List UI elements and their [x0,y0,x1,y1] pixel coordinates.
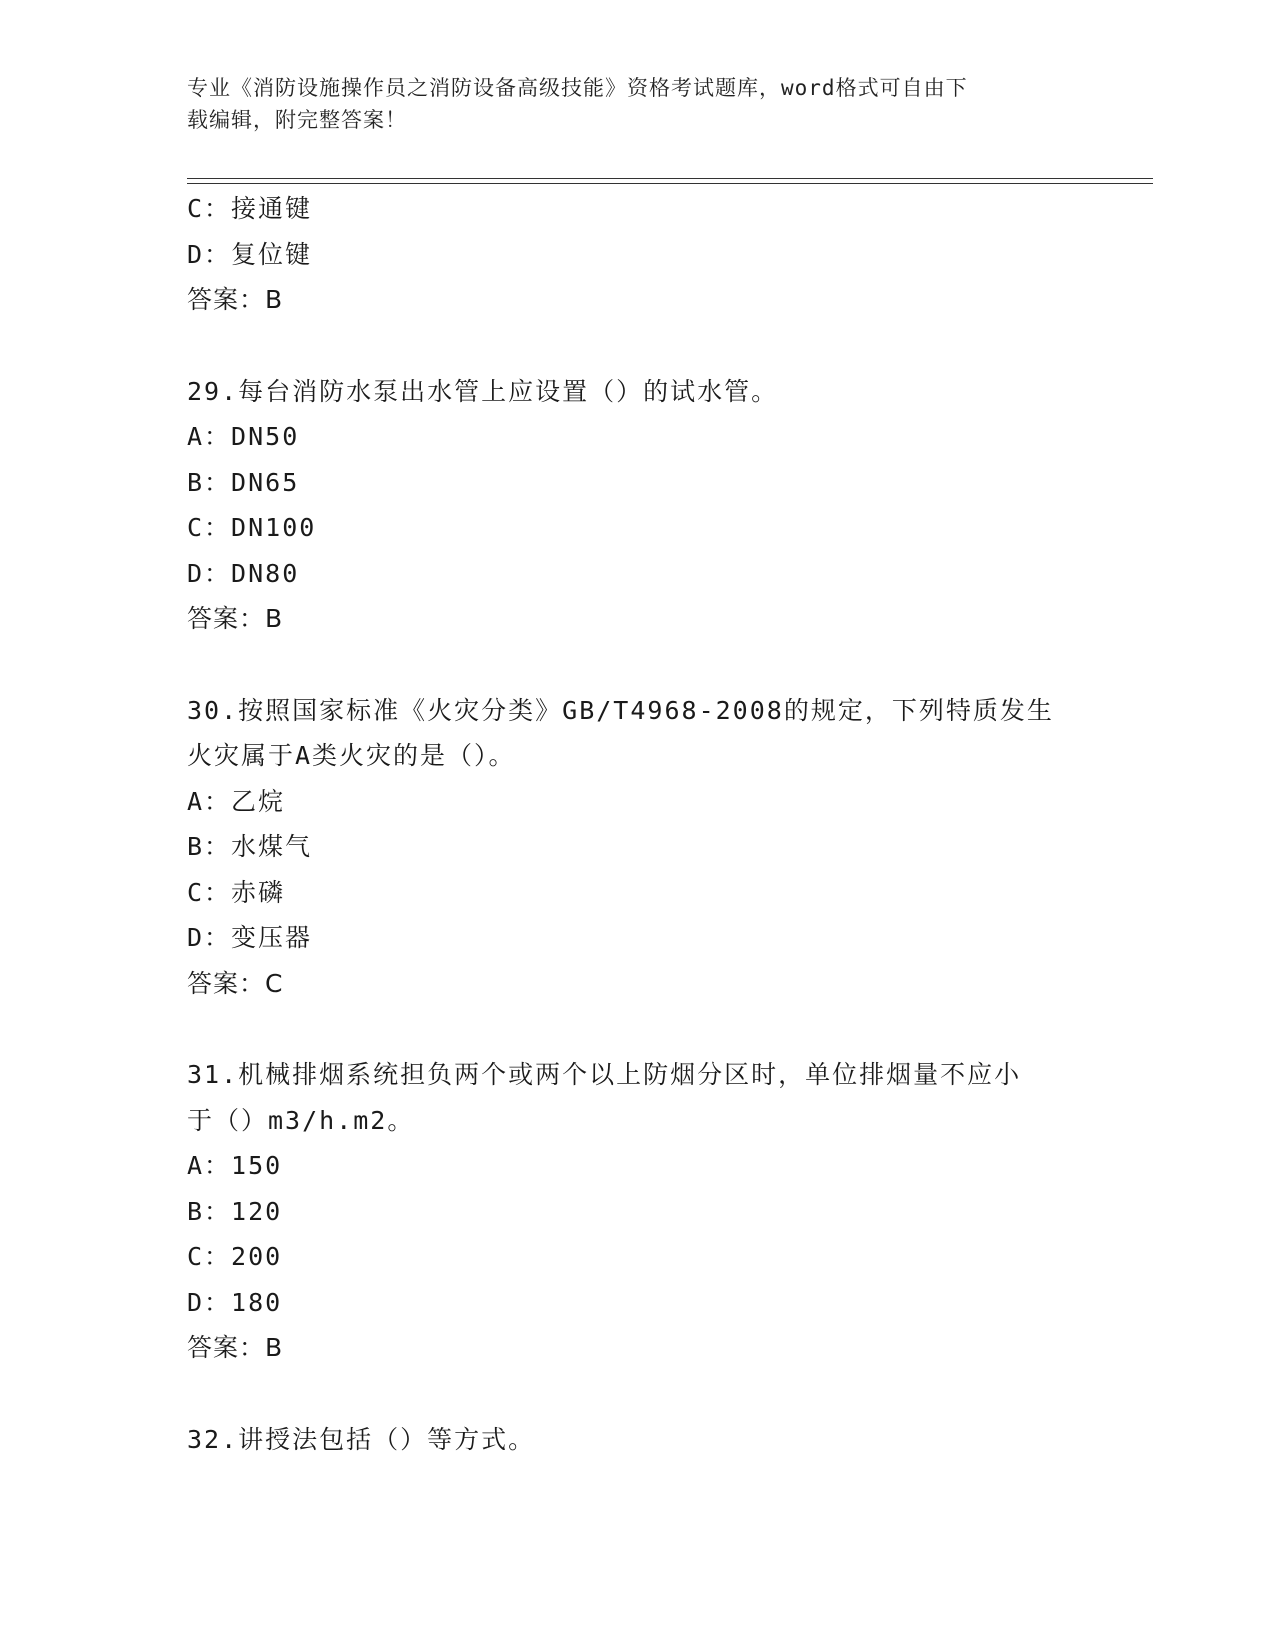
question-29 [187,369,1087,642]
question-31 [187,1052,1087,1371]
answer-line: 答案：B [187,285,284,314]
question-text: 32.讲授法包括（）等方式。 [187,1424,536,1454]
option-a: A：DN50 [187,422,300,451]
spacer [187,642,1087,688]
question-text-continued: 火灾属于A类火灾的是（）。 [187,741,516,770]
question-list [187,186,1087,1462]
option-d: D：变压器 [187,923,313,952]
question-30 [187,688,1087,1007]
question-text: 31.机械排烟系统担负两个或两个以上防烟分区时，单位排烟量不应小 [187,1060,1022,1089]
option-a: A：乙烷 [187,786,286,816]
document-header [187,72,1067,136]
spacer [187,1371,1087,1417]
question-text: 30.按照国家标准《火灾分类》GB/T4968-2008的规定，下列特质发生 [187,695,1054,725]
answer-line: 答案：B [187,604,284,633]
option-b: B：水煤气 [187,832,313,861]
answer-line: 答案：C [187,968,284,998]
option-b: B：DN65 [187,467,300,497]
option-d: D：DN80 [187,558,300,588]
option-c: C：200 [187,1242,283,1271]
option-c: C：赤磷 [187,877,286,907]
option-c: C：DN100 [187,513,317,542]
option-d: D：复位键 [187,239,313,269]
question-28-continued [187,186,1087,323]
question-text: 29.每台消防水泵出水管上应设置（）的试水管。 [187,376,779,406]
spacer [187,323,1087,369]
header-divider-bottom [187,183,1153,184]
header-line-2: 载编辑，附完整答案！ [187,108,407,132]
question-32 [187,1417,1087,1463]
option-a: A：150 [187,1151,283,1180]
answer-line: 答案：B [187,1333,284,1362]
header-divider-top [187,178,1153,179]
question-text-continued: 于（）m3/h.m2。 [187,1105,415,1135]
option-b: B：120 [187,1196,283,1226]
spacer [187,1006,1087,1052]
header-line-1: 专业《消防设施操作员之消防设备高级技能》资格考试题库，word格式可自由下 [187,76,968,100]
option-c: C：接通键 [187,194,313,223]
option-d: D：180 [187,1287,283,1317]
